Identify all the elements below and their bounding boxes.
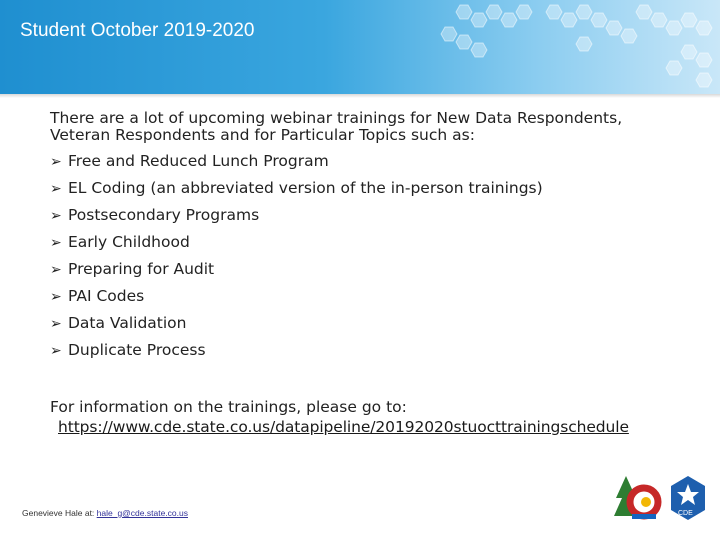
cde-logo-label: CDE	[678, 510, 693, 517]
arrowhead-bullet-icon: ➢	[50, 289, 62, 305]
intro-text: There are a lot of upcoming webinar trainings for New Data Respondents, Veteran Respondents and for Particular Topics such as:	[50, 109, 623, 144]
list-item: ➢ PAI Codes	[50, 283, 680, 310]
list-item: ➢ EL Coding (an abbreviated version of the in-person trainings)	[50, 175, 680, 202]
training-schedule-link[interactable]: https://www.cde.state.co.us/datapipeline/20192020stuocttrainingschedule	[58, 418, 629, 436]
topic-list	[50, 148, 680, 364]
hexagon-pattern	[420, 0, 720, 94]
list-item: ➢ Free and Reduced Lunch Program	[50, 148, 680, 175]
info-text: For information on the trainings, please go to:	[50, 398, 407, 416]
arrowhead-bullet-icon: ➢	[50, 316, 62, 332]
header-shadow	[0, 94, 720, 98]
arrowhead-bullet-icon: ➢	[50, 181, 62, 197]
link-container	[50, 418, 672, 436]
slide-body	[50, 110, 680, 436]
list-item: ➢ Preparing for Audit	[50, 256, 680, 283]
arrowhead-bullet-icon: ➢	[50, 343, 62, 359]
logo-group	[612, 472, 712, 528]
list-item: ➢ Data Validation	[50, 310, 680, 337]
list-item: ➢ Early Childhood	[50, 229, 680, 256]
slide-title: Student October 2019-2020	[20, 20, 255, 41]
footer-contact	[22, 508, 188, 518]
title-banner	[0, 0, 720, 94]
list-item: ➢ Duplicate Process	[50, 337, 680, 364]
arrowhead-bullet-icon: ➢	[50, 208, 62, 224]
contact-email-link[interactable]: hale_g@cde.state.co.us	[96, 508, 188, 518]
footer-prefix: Genevieve Hale at:	[22, 508, 97, 518]
list-item: ➢ Postsecondary Programs	[50, 202, 680, 229]
arrowhead-bullet-icon: ➢	[50, 154, 62, 170]
arrowhead-bullet-icon: ➢	[50, 262, 62, 278]
arrowhead-bullet-icon: ➢	[50, 235, 62, 251]
